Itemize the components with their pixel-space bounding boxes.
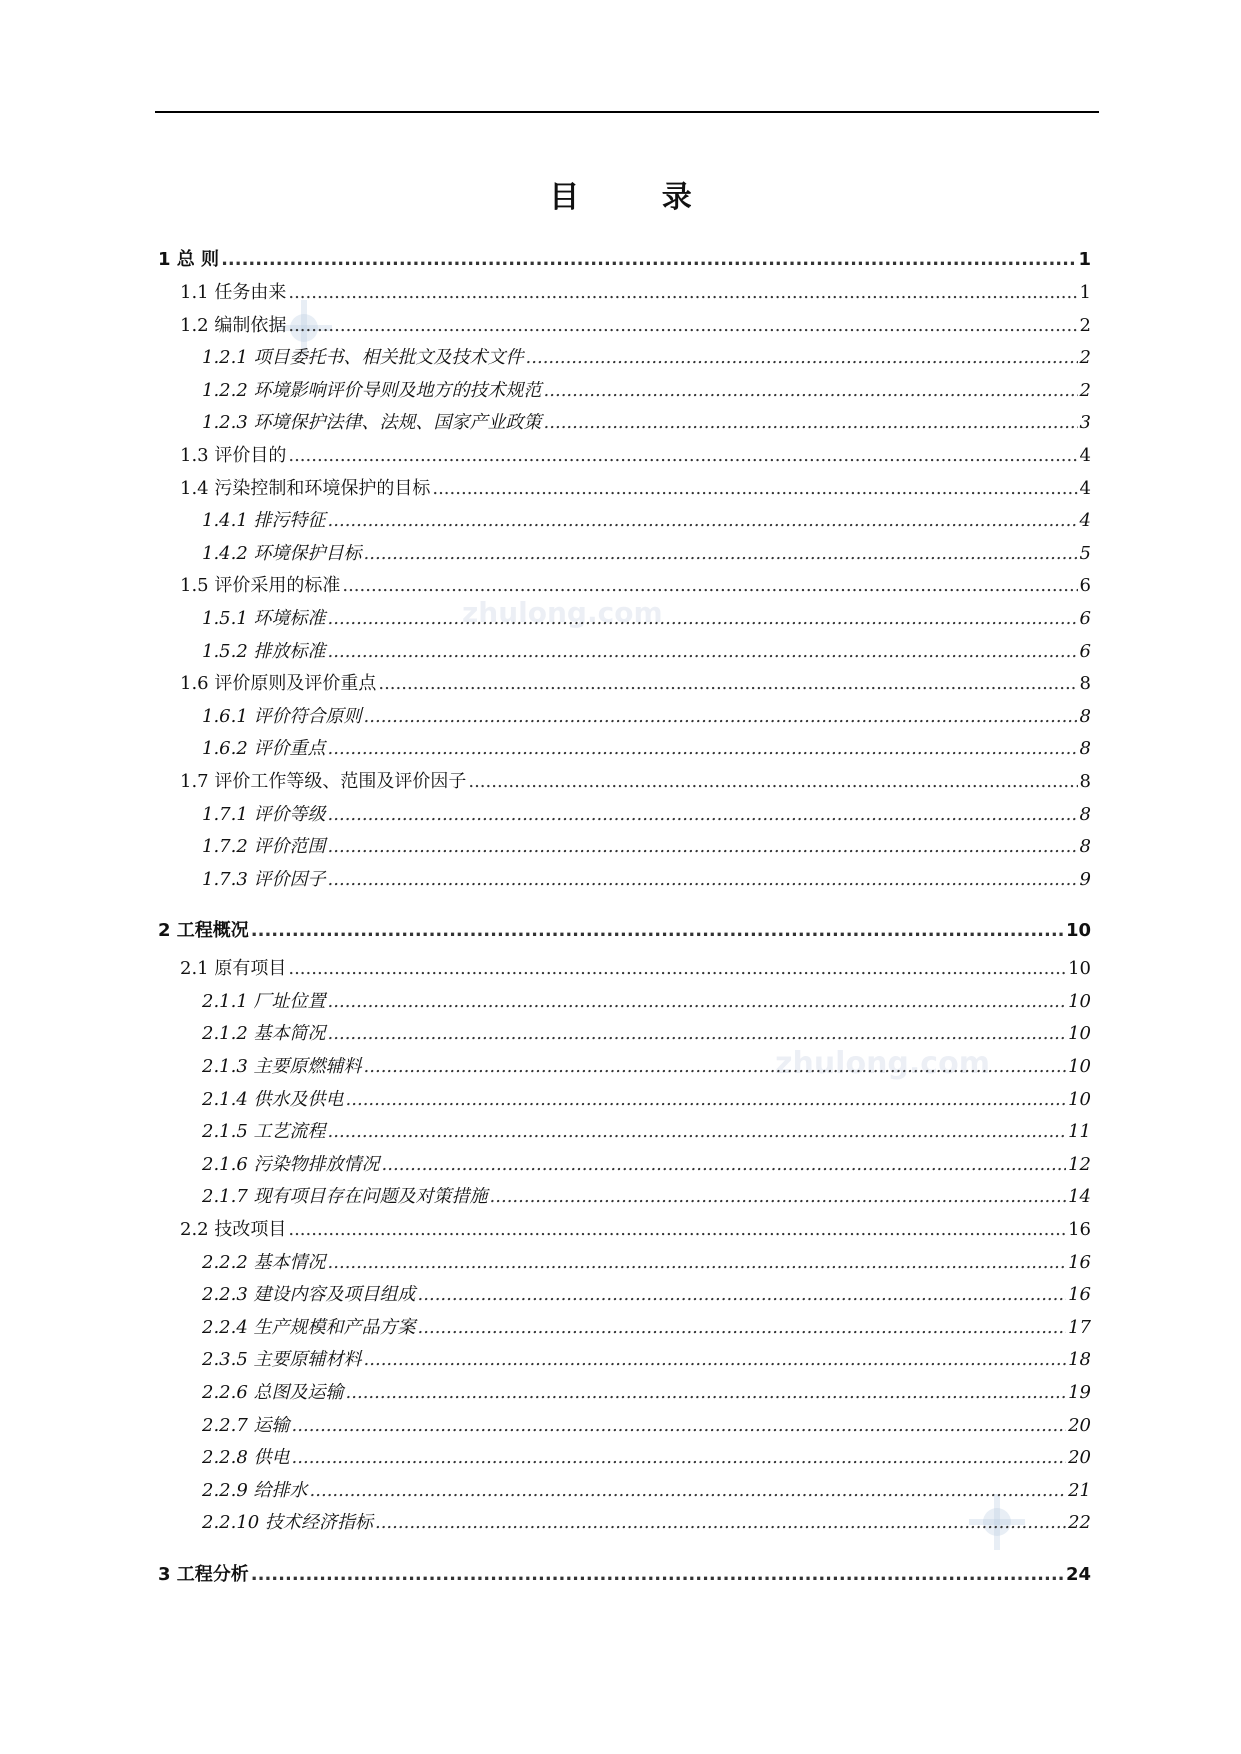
toc-leader-dots [328,864,1078,897]
toc-entry-label: 1.5.1 环境标准 [202,607,326,629]
toc-entry-label: 1.7.1 评价等级 [202,803,326,825]
toc-entry-label: 2.1.1 厂址位置 [202,990,326,1012]
toc-entry-level-2[interactable] [155,766,1091,799]
toc-page-number: 16 [1068,1284,1091,1306]
toc-entry-level-2[interactable] [155,440,1091,473]
toc-leader-dots [328,986,1067,1019]
toc-entry-label: 2.1 原有项目 [180,958,287,980]
toc-page-number: 11 [1068,1121,1091,1143]
toc-page-number: 10 [1068,990,1091,1012]
toc-entry-label: 3 工程分析 [158,1563,249,1585]
toc-entry-label: 2.1.7 现有项目存在问题及对策措施 [202,1186,488,1208]
toc-page-number: 18 [1068,1349,1091,1371]
toc-leader-dots [346,1377,1067,1410]
toc-entry-level-3[interactable] [155,538,1091,571]
toc-page-number: 3 [1079,412,1091,434]
toc-page-number: 2 [1079,347,1091,369]
toc-leader-dots [328,733,1078,766]
toc-entry-label: 2.1.6 污染物排放情况 [202,1153,380,1175]
toc-page-number: 17 [1068,1316,1091,1338]
toc-entry-level-3[interactable] [155,799,1091,832]
toc-entry-label: 1.4.2 环境保护目标 [202,542,362,564]
toc-entry-level-2[interactable] [155,473,1091,506]
toc-page-number: 19 [1068,1382,1091,1403]
toc-entry-level-3[interactable] [155,375,1091,408]
toc-leader-dots [328,1116,1067,1149]
toc-entry-label: 1.4.1 排污特征 [202,510,326,532]
toc-page-number: 4 [1079,510,1091,532]
toc-page-number: 10 [1068,1056,1091,1078]
toc-entry-level-3[interactable] [155,1051,1091,1084]
toc-leader-dots [292,1410,1067,1443]
toc-leader-dots [251,908,1064,953]
toc-entry-label: 2.1.4 供水及供电 [202,1088,344,1110]
toc-entry-level-3[interactable] [155,1279,1091,1312]
toc-entry-label: 2.1.3 主要原燃辅料 [202,1056,362,1078]
toc-entry-level-2[interactable] [155,277,1091,310]
toc-entry-label: 1.5.2 排放标准 [202,640,326,662]
toc-leader-dots [364,538,1078,571]
toc-page-number: 2 [1079,314,1091,336]
toc-leader-dots [288,440,1077,473]
toc-entry-label: 2.2.10 技术经济指标 [202,1512,373,1534]
toc-entry-level-3[interactable] [155,407,1091,440]
toc-leader-dots [288,310,1077,343]
toc-leader-dots [432,473,1077,506]
toc-entry-level-1[interactable] [155,908,1091,953]
toc-entry-level-3[interactable] [155,1442,1091,1475]
watermark-text: zhulong.com [775,1046,990,1081]
toc-leader-dots [418,1279,1067,1312]
toc-entry-level-3[interactable] [155,1475,1091,1508]
toc-page-number: 1 [1078,249,1091,270]
toc-entry-level-1[interactable] [155,1552,1091,1597]
toc-leader-dots [328,505,1078,538]
section-gap [155,1540,1091,1552]
toc-leader-dots [364,1051,1067,1084]
toc-page-number: 8 [1079,836,1091,858]
toc-leader-dots [288,277,1077,310]
toc-entry-level-3[interactable] [155,1247,1091,1280]
toc-entry-label: 2.2.2 基本情况 [202,1251,326,1273]
toc-entry-level-3[interactable] [155,505,1091,538]
toc-entry-level-3[interactable] [155,831,1091,864]
toc-page-number: 6 [1079,575,1091,597]
toc-entry-label: 2.2 技改项目 [180,1219,287,1241]
table-of-contents [155,243,1091,1597]
toc-entry-level-3[interactable] [155,1377,1091,1410]
toc-page-number: 20 [1068,1414,1091,1436]
toc-page-number: 22 [1068,1512,1091,1534]
toc-page-number: 24 [1065,1563,1091,1585]
toc-entry-level-3[interactable] [155,864,1091,897]
toc-leader-dots [382,1149,1067,1182]
toc-leader-dots [292,1442,1067,1475]
toc-page-number: 10 [1068,958,1091,980]
toc-entry-label: 2.1.5 工艺流程 [202,1121,326,1143]
toc-page-number: 5 [1079,542,1091,564]
toc-leader-dots [328,799,1078,832]
toc-entry-level-2[interactable] [155,668,1091,701]
toc-leader-dots [288,953,1066,986]
toc-entry-level-2[interactable] [155,570,1091,603]
toc-leader-dots [544,407,1078,440]
toc-entry-level-3[interactable] [155,701,1091,734]
toc-entry-label: 1.1 任务由来 [180,282,287,303]
toc-entry-label: 1.2.3 环境保护法律、法规、国家产业政策 [202,412,542,434]
toc-leader-dots [375,1507,1066,1540]
toc-entry-level-1[interactable] [155,243,1091,277]
toc-entry-label: 2.2.6 总图及运输 [202,1382,344,1403]
toc-entry-level-3[interactable] [155,1312,1091,1345]
toc-page-number: 12 [1068,1153,1091,1175]
toc-leader-dots [364,701,1078,734]
toc-entry-level-3[interactable] [155,1018,1091,1051]
toc-page-number: 2 [1079,379,1091,401]
toc-entry-level-3[interactable] [155,1084,1091,1117]
toc-entry-label: 2.2.3 建设内容及项目组成 [202,1284,416,1306]
toc-entry-level-3[interactable] [155,986,1091,1019]
toc-entry-label: 1.7.2 评价范围 [202,836,326,858]
toc-entry-label: 1.7 评价工作等级、范围及评价因子 [180,770,467,792]
toc-leader-dots [310,1475,1067,1508]
toc-page-number: 8 [1079,738,1091,760]
toc-leader-dots [378,668,1077,701]
watermark-text: zhulong.com [462,596,663,629]
toc-leader-dots [544,375,1078,408]
toc-entry-label: 1.7.3 评价因子 [202,868,326,890]
toc-entry-label: 1.2.1 项目委托书、相关批文及技术文件 [202,347,524,369]
toc-entry-label: 1.6 评价原则及评价重点 [180,673,377,695]
toc-page-number: 21 [1068,1479,1091,1501]
toc-leader-dots [288,1214,1066,1247]
toc-entry-label: 1.2 编制依据 [180,314,287,336]
toc-page-number: 14 [1068,1186,1091,1208]
toc-page-number: 8 [1079,673,1091,695]
toc-leader-dots [346,1084,1067,1117]
toc-entry-level-3[interactable] [155,603,1091,636]
toc-leader-dots [468,766,1077,799]
toc-entry-label: 2.2.7 运输 [202,1414,290,1436]
toc-entry-label: 1.6.1 评价符合原则 [202,705,362,727]
header-rule [155,111,1099,113]
toc-entry-label: 1.6.2 评价重点 [202,738,326,760]
toc-page-number: 9 [1079,868,1091,890]
toc-page-number: 8 [1079,705,1091,727]
toc-leader-dots [328,636,1078,669]
toc-leader-dots [328,603,1078,636]
toc-entry-label: 1 总 则 [158,249,220,270]
toc-page-number: 8 [1079,770,1091,792]
toc-entry-level-3[interactable] [155,1410,1091,1443]
section-gap [155,896,1091,908]
toc-entry-level-3[interactable] [155,1507,1091,1540]
toc-page-number: 10 [1068,1088,1091,1110]
toc-entry-level-3[interactable] [155,733,1091,766]
toc-page-number: 4 [1079,444,1091,466]
toc-entry-label: 1.2.2 环境影响评价导则及地方的技术规范 [202,379,542,401]
toc-entry-level-3[interactable] [155,1181,1091,1214]
toc-entry-label: 1.4 污染控制和环境保护的目标 [180,477,431,499]
toc-page-number: 10 [1068,1023,1091,1045]
toc-entry-level-3[interactable] [155,1344,1091,1377]
toc-leader-dots [490,1181,1067,1214]
toc-leader-dots [328,1018,1067,1051]
toc-entry-label: 2 工程概况 [158,920,249,942]
toc-leader-dots [364,1344,1067,1377]
toc-entry-label: 2.2.4 生产规模和产品方案 [202,1316,416,1338]
toc-entry-level-2[interactable] [155,953,1091,986]
toc-entry-label: 2.2.9 给排水 [202,1479,308,1501]
toc-page-number: 20 [1068,1447,1091,1469]
toc-page-number: 16 [1068,1219,1091,1241]
toc-entry-level-3[interactable] [155,1149,1091,1182]
toc-page-number: 16 [1068,1251,1091,1273]
toc-leader-dots [221,243,1076,277]
toc-entry-level-2[interactable] [155,310,1091,343]
toc-page-number: 6 [1079,607,1091,629]
toc-entry-label: 2.2.8 供电 [202,1447,290,1469]
toc-entry-label: 2.1.2 基本简况 [202,1023,326,1045]
toc-page-number: 10 [1065,920,1091,942]
toc-leader-dots [328,1247,1067,1280]
toc-leader-dots [418,1312,1067,1345]
toc-page-number: 4 [1079,477,1091,499]
toc-page-number: 1 [1079,282,1091,303]
toc-page-number: 8 [1079,803,1091,825]
toc-entry-level-2[interactable] [155,1214,1091,1247]
toc-entry-label: 1.3 评价目的 [180,444,287,466]
toc-leader-dots [526,342,1078,375]
toc-entry-label: 2.3.5 主要原辅材料 [202,1349,362,1371]
toc-entry-level-3[interactable] [155,636,1091,669]
toc-entry-label: 1.5 评价采用的标准 [180,575,341,597]
toc-leader-dots [342,570,1077,603]
toc-page-number: 6 [1079,640,1091,662]
toc-entry-level-3[interactable] [155,342,1091,375]
page-title: 目 录 [549,180,728,215]
toc-leader-dots [328,831,1078,864]
toc-leader-dots [251,1552,1064,1597]
toc-entry-level-3[interactable] [155,1116,1091,1149]
